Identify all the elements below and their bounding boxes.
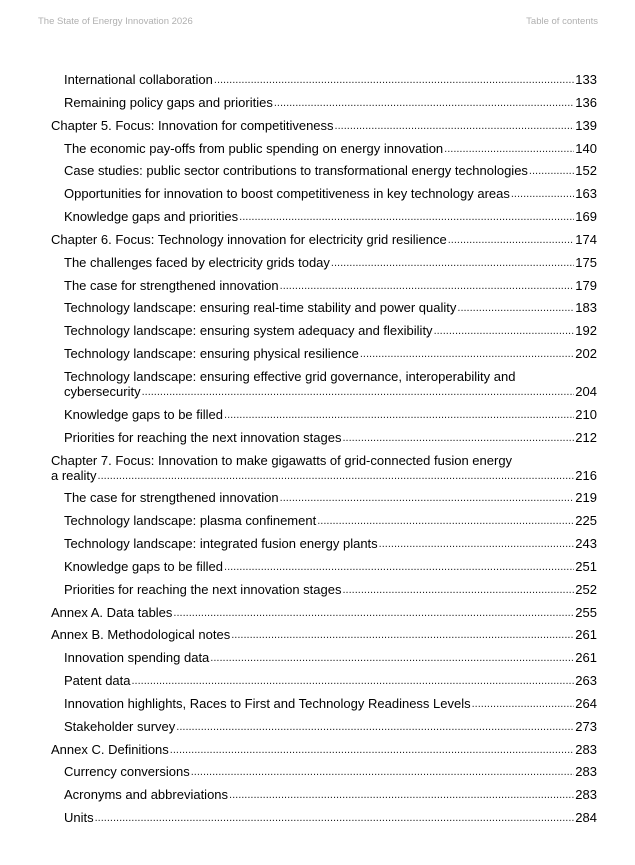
toc-section-entry[interactable] bbox=[51, 300, 597, 315]
toc-chapter-entry[interactable] bbox=[51, 232, 597, 247]
toc-entry-page-number: 152 bbox=[575, 163, 597, 179]
toc-section-entry[interactable] bbox=[51, 696, 597, 711]
toc-entry-page-number: 283 bbox=[575, 764, 597, 780]
toc-section-entry[interactable] bbox=[51, 186, 597, 201]
toc-entry-title: Opportunities for innovation to boost competitiveness in key technology areas bbox=[64, 186, 510, 202]
toc-entry-title: Technology landscape: integrated fusion energy plants bbox=[64, 536, 378, 552]
toc-entry-page-number: 243 bbox=[575, 536, 597, 552]
toc-entry-title: International collaboration bbox=[64, 72, 213, 87]
toc-dot-leader bbox=[239, 211, 574, 224]
toc-section-entry[interactable] bbox=[51, 323, 597, 338]
toc-dot-leader bbox=[434, 325, 575, 338]
toc-entry-page-number: 261 bbox=[575, 627, 597, 643]
toc-entry-title: Technology landscape: ensuring physical resilience bbox=[64, 346, 359, 362]
toc-entry-page-number: 263 bbox=[575, 673, 597, 689]
toc-entry-title-continued: cybersecurity bbox=[64, 383, 141, 399]
toc-entry-title: Case studies: public sector contributions to transformational energy technologies bbox=[64, 163, 528, 179]
toc-section-entry[interactable] bbox=[51, 650, 597, 665]
toc-section-entry[interactable] bbox=[51, 719, 597, 734]
toc-chapter-entry[interactable] bbox=[51, 118, 597, 133]
toc-entry-title: Chapter 5. Focus: Innovation for competitiveness bbox=[51, 117, 334, 133]
toc-section-entry[interactable] bbox=[51, 536, 597, 551]
toc-section-entry[interactable] bbox=[51, 787, 597, 802]
toc-section-entry[interactable] bbox=[51, 72, 597, 87]
toc-dot-leader bbox=[331, 257, 574, 270]
toc-entry-page-number: 140 bbox=[575, 140, 597, 156]
toc-entry-title: The challenges faced by electricity grids today bbox=[64, 254, 330, 270]
toc-chapter-entry[interactable] bbox=[51, 605, 597, 620]
toc-entry-page-number: 139 bbox=[575, 117, 597, 133]
toc-entry-title: Annex A. Data tables bbox=[51, 604, 173, 620]
toc-entry-title: Chapter 6. Focus: Technology innovation for electricity grid resilience bbox=[51, 231, 447, 247]
toc-chapter-entry[interactable] bbox=[51, 453, 597, 483]
toc-dot-leader bbox=[170, 744, 575, 757]
toc-section-entry[interactable] bbox=[51, 582, 597, 597]
toc-dot-leader bbox=[176, 721, 574, 734]
toc-entry-title: The case for strengthened innovation bbox=[64, 490, 279, 506]
toc-entry-page-number: 136 bbox=[575, 94, 597, 110]
toc-entry-title: Patent data bbox=[64, 673, 131, 689]
toc-entry-title: Knowledge gaps to be filled bbox=[64, 558, 224, 574]
toc-section-entry[interactable] bbox=[51, 141, 597, 156]
toc-entry-page-number: 225 bbox=[575, 513, 597, 529]
toc-entry-title: Chapter 7. Focus: Innovation to make gigawatts of grid-connected fusion energy bbox=[51, 452, 513, 468]
toc-entry-page-number: 219 bbox=[575, 490, 597, 506]
toc-section-entry[interactable] bbox=[51, 346, 597, 361]
toc-dot-leader bbox=[511, 188, 574, 201]
toc-section-entry[interactable] bbox=[51, 407, 597, 422]
toc-dot-leader bbox=[343, 584, 575, 597]
toc-dot-leader bbox=[343, 432, 575, 445]
toc-entry-title: Annex C. Definitions bbox=[51, 741, 169, 757]
toc-entry-page-number: 216 bbox=[575, 467, 597, 483]
toc-entry-page-number: 179 bbox=[575, 277, 597, 293]
toc-entry-title-continued: a reality bbox=[51, 467, 97, 483]
toc-entry-page-number: 163 bbox=[575, 186, 597, 202]
toc-entry-title: The economic pay-offs from public spending on energy innovation bbox=[64, 140, 444, 156]
toc-chapter-entry[interactable] bbox=[51, 742, 597, 757]
toc-section-entry[interactable] bbox=[51, 430, 597, 445]
toc-section-entry[interactable] bbox=[51, 559, 597, 574]
toc-dot-leader bbox=[472, 698, 575, 711]
toc-entry-page-number: 261 bbox=[575, 650, 597, 666]
toc-entry-title: Acronyms and abbreviations bbox=[64, 787, 229, 803]
toc-dot-leader bbox=[360, 348, 574, 361]
toc-section-entry[interactable] bbox=[51, 163, 597, 178]
toc-dot-leader bbox=[132, 675, 575, 688]
toc-section-entry[interactable] bbox=[51, 513, 597, 528]
toc-entry-page-number: 264 bbox=[575, 695, 597, 711]
toc-entry-title: Technology landscape: ensuring system adequacy and flexibility bbox=[64, 323, 433, 339]
toc-entry-title: Remaining policy gaps and priorities bbox=[64, 94, 273, 110]
toc-entry-page-number: 255 bbox=[575, 604, 597, 620]
toc-entry-page-number: 273 bbox=[575, 718, 597, 734]
toc-dot-leader bbox=[335, 120, 575, 133]
toc-entry-page-number: 133 bbox=[575, 72, 597, 87]
toc-entry-page-number: 202 bbox=[575, 346, 597, 362]
toc-entry-title: The case for strengthened innovation bbox=[64, 277, 279, 293]
toc-entry-page-number: 283 bbox=[575, 741, 597, 757]
toc-dot-leader bbox=[229, 789, 574, 802]
toc-section-entry[interactable] bbox=[51, 673, 597, 688]
toc-dot-leader bbox=[95, 812, 575, 825]
toc-entry-title: Technology landscape: ensuring effective grid governance, interoperability and bbox=[64, 368, 516, 384]
toc-dot-leader bbox=[142, 386, 575, 399]
toc-dot-leader bbox=[448, 234, 575, 247]
toc-entry-title: Priorities for reaching the next innovation stages bbox=[64, 429, 342, 445]
toc-section-entry[interactable] bbox=[51, 490, 597, 505]
toc-entry-title: Technology landscape: plasma confinement bbox=[64, 513, 317, 529]
toc-dot-leader bbox=[280, 492, 575, 505]
table-of-contents bbox=[51, 72, 597, 833]
toc-dot-leader bbox=[231, 629, 574, 642]
toc-section-entry[interactable] bbox=[51, 764, 597, 779]
toc-dot-leader bbox=[191, 766, 575, 779]
toc-entry-title: Units bbox=[64, 810, 94, 826]
toc-dot-leader bbox=[210, 652, 574, 665]
toc-entry-page-number: 169 bbox=[575, 209, 597, 225]
toc-entry-page-number: 251 bbox=[575, 558, 597, 574]
toc-section-entry[interactable] bbox=[51, 810, 597, 825]
toc-dot-leader bbox=[224, 409, 574, 422]
toc-entry-title: Knowledge gaps to be filled bbox=[64, 406, 224, 422]
toc-dot-leader bbox=[317, 515, 574, 528]
toc-entry-title: Innovation highlights, Races to First and Technology Readiness Levels bbox=[64, 695, 471, 711]
toc-entry-title: Currency conversions bbox=[64, 764, 190, 780]
toc-dot-leader bbox=[98, 470, 575, 483]
toc-entry-title: Priorities for reaching the next innovation stages bbox=[64, 581, 342, 597]
toc-dot-leader bbox=[379, 538, 575, 551]
toc-section-entry[interactable] bbox=[51, 255, 597, 270]
toc-entry-page-number: 210 bbox=[575, 406, 597, 422]
toc-section-entry[interactable] bbox=[51, 209, 597, 224]
toc-dot-leader bbox=[280, 280, 575, 293]
toc-entry-title: Knowledge gaps and priorities bbox=[64, 209, 239, 225]
toc-entry-page-number: 283 bbox=[575, 787, 597, 803]
toc-dot-leader bbox=[274, 97, 574, 110]
toc-section-entry[interactable] bbox=[51, 95, 597, 110]
toc-entry-page-number: 252 bbox=[575, 581, 597, 597]
running-header-title: The State of Energy Innovation 2026 bbox=[38, 16, 193, 27]
toc-dot-leader bbox=[214, 74, 574, 87]
toc-entry-page-number: 204 bbox=[575, 383, 597, 399]
running-header-section: Table of contents bbox=[526, 16, 598, 27]
toc-dot-leader bbox=[173, 607, 574, 620]
toc-dot-leader bbox=[444, 143, 574, 156]
toc-chapter-entry[interactable] bbox=[51, 627, 597, 642]
toc-entry-title: Stakeholder survey bbox=[64, 718, 176, 734]
toc-entry-page-number: 174 bbox=[575, 231, 597, 247]
toc-entry-page-number: 212 bbox=[575, 429, 597, 445]
toc-entry-page-number: 175 bbox=[575, 254, 597, 270]
toc-entry-title: Innovation spending data bbox=[64, 650, 210, 666]
toc-entry-title: Technology landscape: ensuring real-time stability and power quality bbox=[64, 300, 457, 316]
toc-dot-leader bbox=[529, 165, 574, 178]
toc-section-entry[interactable] bbox=[51, 278, 597, 293]
toc-entry-title: Annex B. Methodological notes bbox=[51, 627, 231, 643]
toc-entry-page-number: 183 bbox=[575, 300, 597, 316]
toc-dot-leader bbox=[224, 561, 574, 574]
toc-dot-leader bbox=[457, 302, 574, 315]
toc-section-entry[interactable] bbox=[51, 369, 597, 399]
toc-entry-page-number: 284 bbox=[575, 810, 597, 826]
toc-entry-page-number: 192 bbox=[575, 323, 597, 339]
